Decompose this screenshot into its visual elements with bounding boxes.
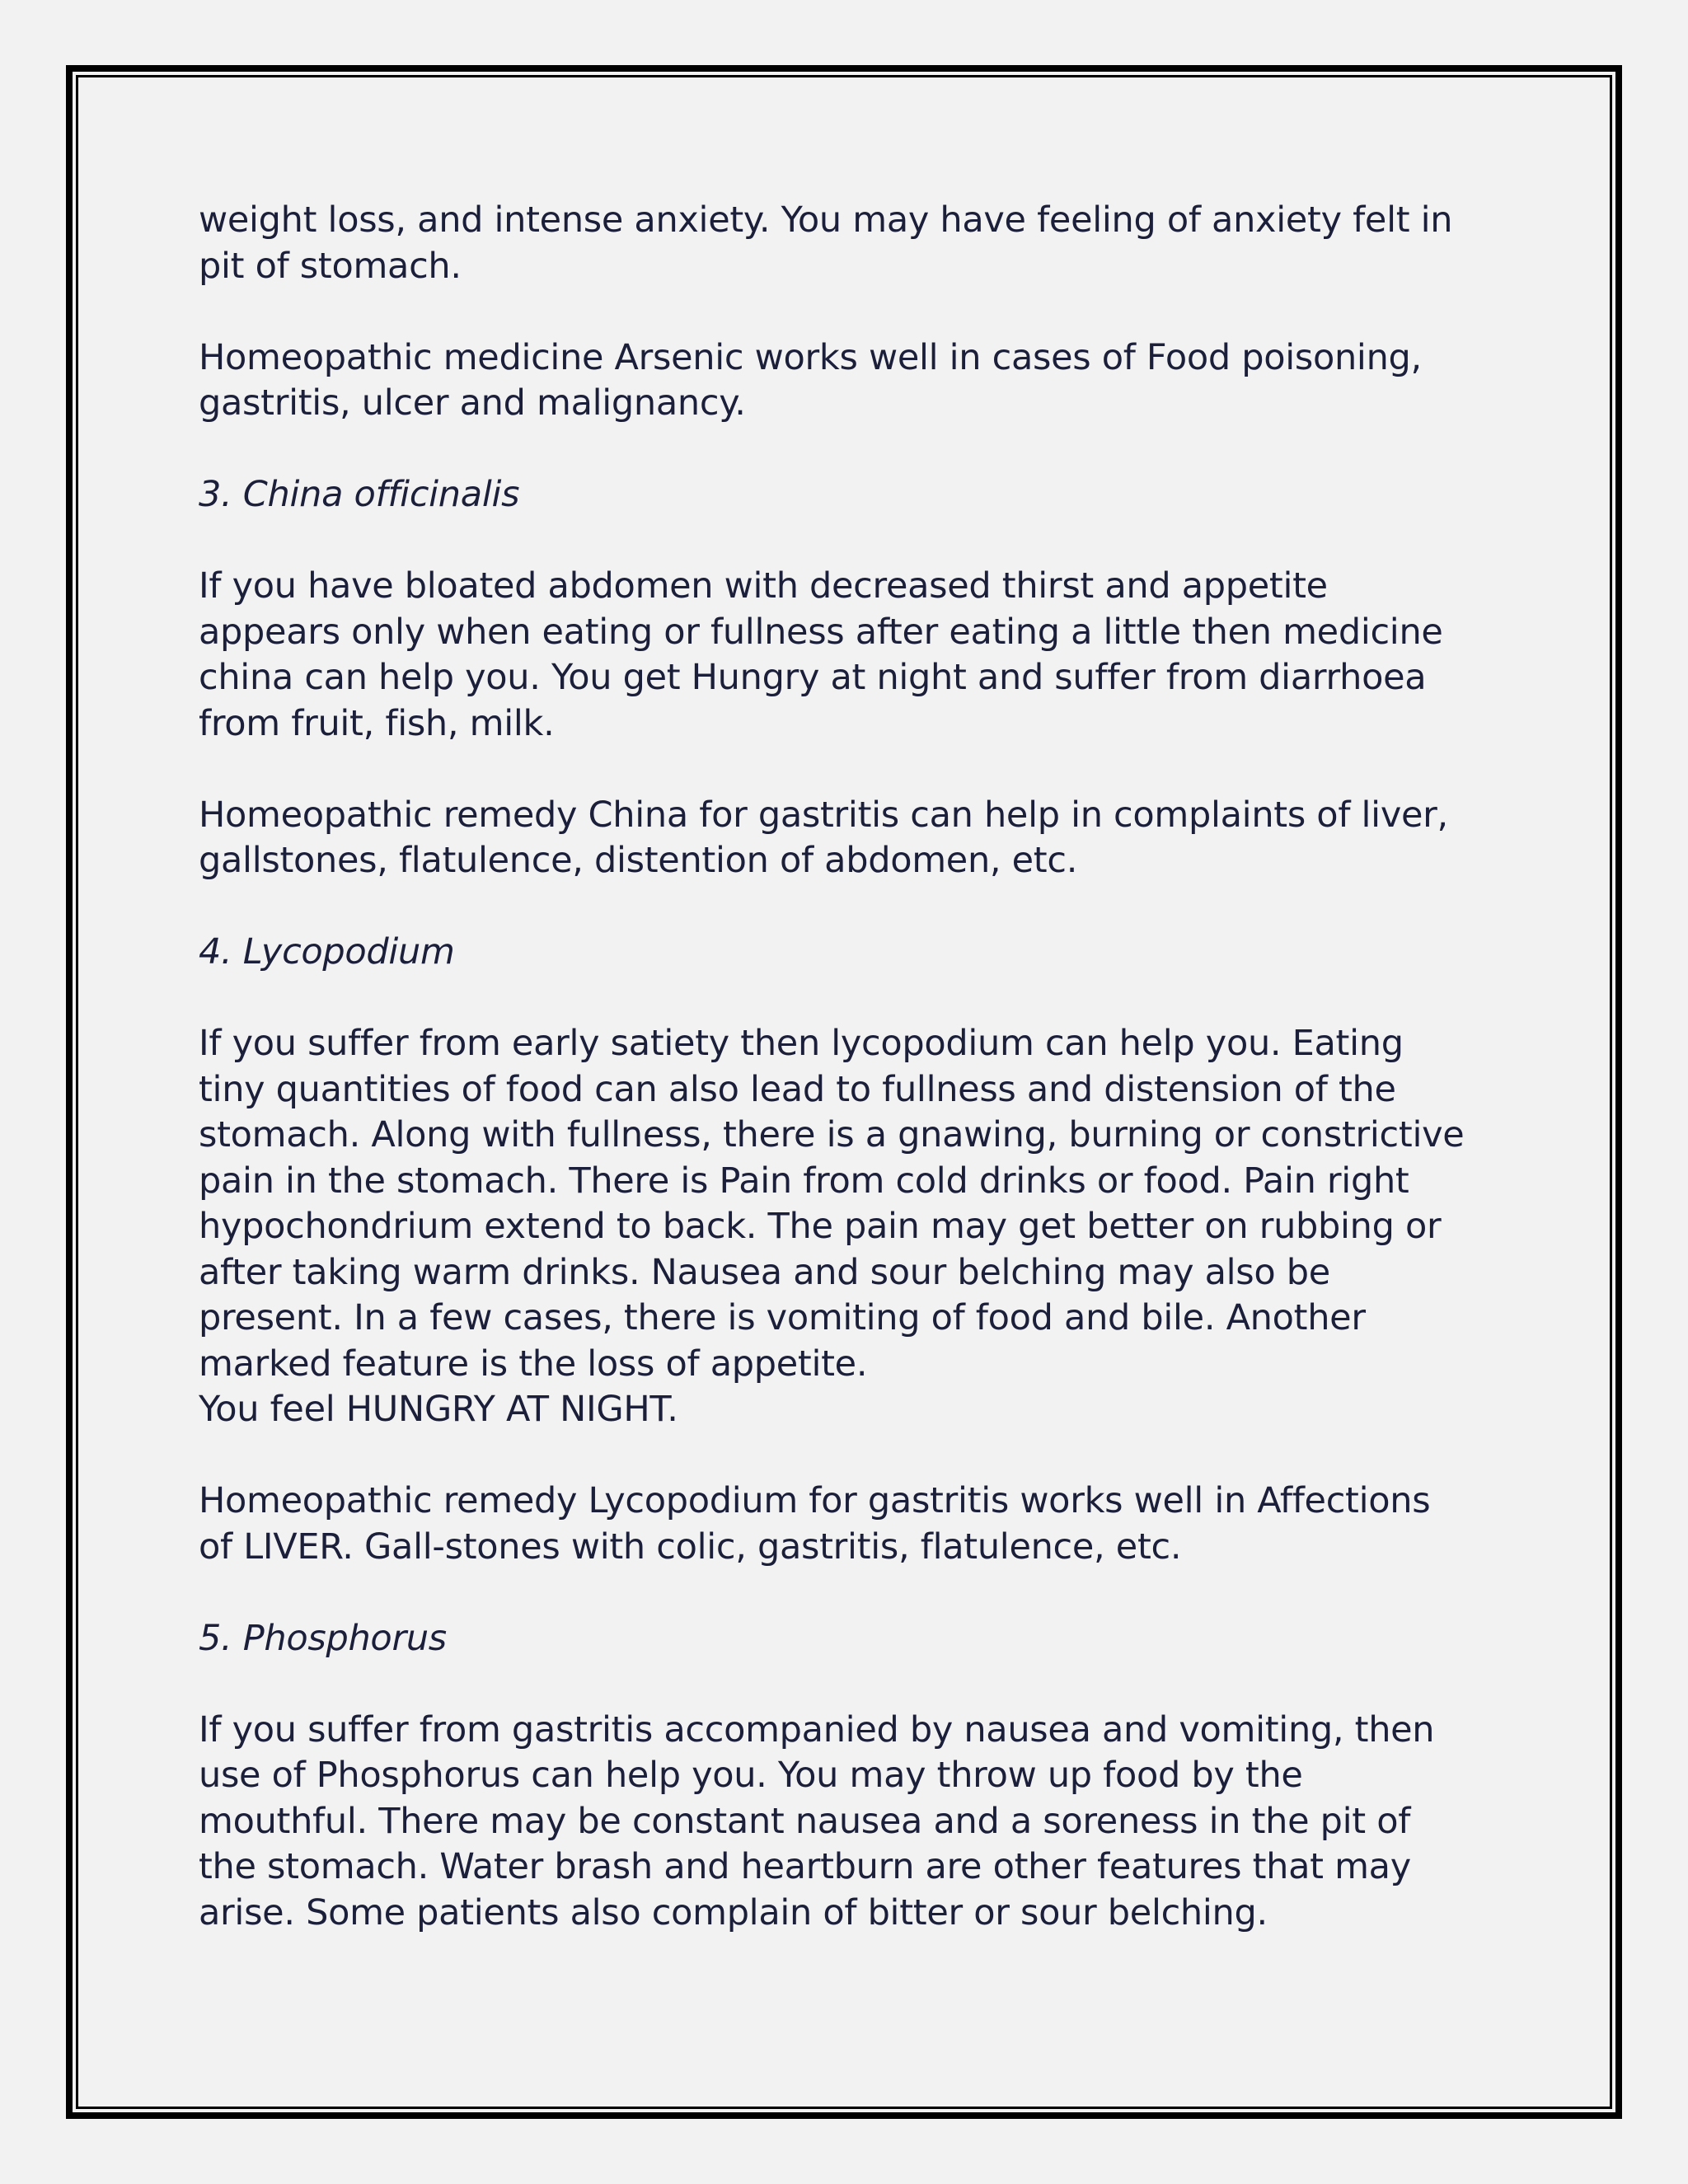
paragraph-phosphorus-symptoms: If you suffer from gastritis accompanied by nausea and vomiting, then use of Phosphorus can help you. You may throw up food by the mouthful. There may be constant nausea and a soreness in the pit of the stomach. Water brash and heartburn are other features that may arise. Some patients also complain of bitter or sour belching.	[199, 1708, 1435, 1933]
heading-china-officinalis: 3. China officinalis	[199, 474, 520, 515]
paragraph-arsenic-uses: Homeopathic medicine Arsenic works well in cases of Food poisoning, gastritis, ulcer and malignancy.	[199, 336, 1422, 424]
document-body	[199, 198, 1509, 1936]
paragraph-lycopodium-symptoms: If you suffer from early satiety then lycopodium can help you. Eating tiny quantities of food can also lead to fullness and distension of the stomach. Along with fullness, there is a gnawing, burning or constrictive pain in the stomach. There is Pain from cold drinks or food. Pain right hypochondrium extend to back. The pain may get better on rubbing or after taking warm drinks. Nausea and sour belching may also be present. In a few cases, there is vomiting of food and bile. Another marked feature is the loss of appetite. You feel HUNGRY AT NIGHT.	[199, 1023, 1465, 1430]
paragraph-lycopodium-uses: Homeopathic remedy Lycopodium for gastritis works well in Affections of LIVER. Gall-stones with colic, gastritis, flatulence, etc.	[199, 1480, 1431, 1568]
paragraph-arsenic-symptoms: weight loss, and intense anxiety. You may have feeling of anxiety felt in pit of stomach.	[199, 199, 1453, 287]
paragraph-china-symptoms: If you have bloated abdomen with decreased thirst and appetite appears only when eating or fullness after eating a little then medicine china can help you. You get Hungry at night and suffer from diarrhoea from fruit, fish, milk.	[199, 565, 1443, 744]
heading-lycopodium: 4. Lycopodium	[199, 931, 455, 972]
paragraph-china-uses: Homeopathic remedy China for gastritis can help in complaints of liver, gallstones, flatulence, distention of abdomen, etc.	[199, 794, 1448, 881]
heading-phosphorus: 5. Phosphorus	[199, 1617, 447, 1659]
